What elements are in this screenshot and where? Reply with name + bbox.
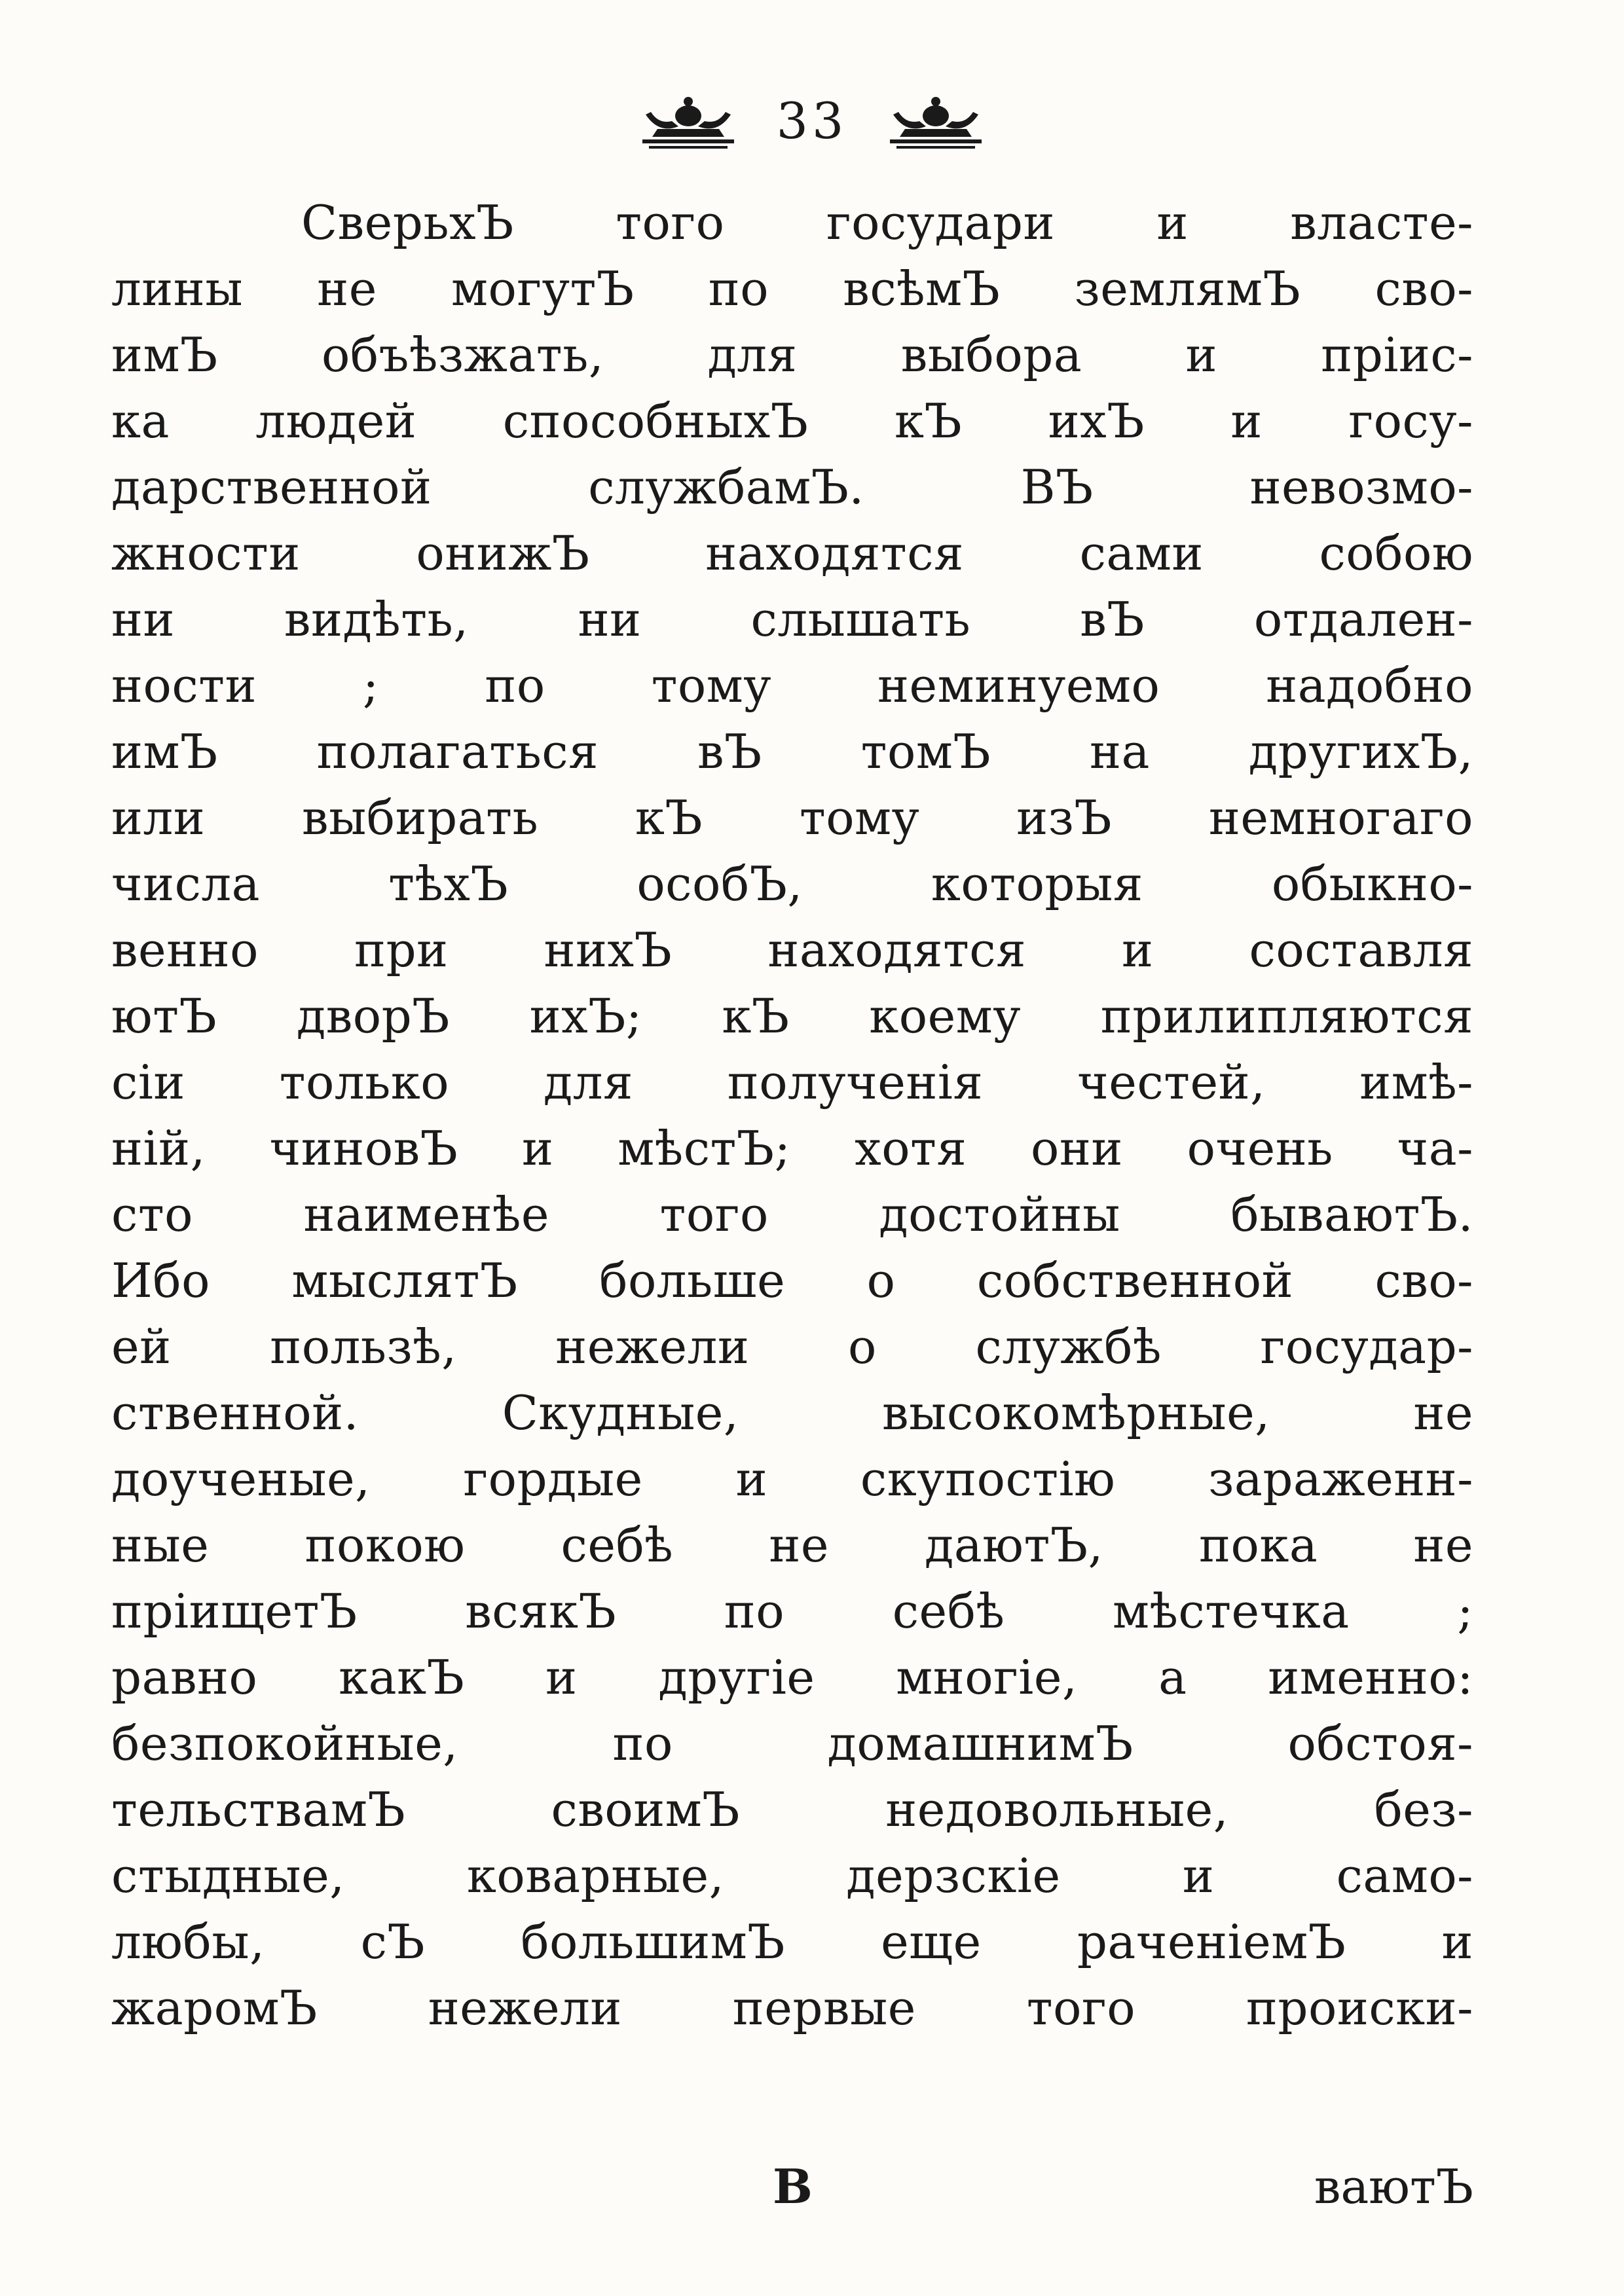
- text-line: сiи только для полученiя честей, имѣ-: [111, 1055, 1473, 1110]
- text-line: ные покою себѣ не даютЪ, пока не: [111, 1518, 1473, 1573]
- crown-ornament-icon: [639, 88, 737, 154]
- text-line: числа тѣхЪ особЪ, которыя обыкно-: [111, 856, 1473, 911]
- body-text: [111, 190, 1473, 2041]
- crown-ornament-icon: [887, 88, 985, 154]
- text-line: ютЪ дворЪ ихЪ; кЪ коему прилипляются: [111, 989, 1473, 1044]
- text-line: жаромЪ нежели первые того происки-: [111, 1980, 1473, 2035]
- text-line: ни видѣть, ни слышать вЪ отдален-: [111, 592, 1473, 647]
- text-line: жности онижЪ находятся сами собою: [111, 526, 1473, 581]
- text-line: ности ; по тому неминуемо надобно: [111, 658, 1473, 713]
- text-line: имЪ полагаться вЪ томЪ на другихЪ,: [111, 724, 1473, 779]
- text-line: любы, сЪ большимЪ еще раченiемЪ и: [111, 1914, 1473, 1969]
- text-line: тельствамЪ своимЪ недовольные, без-: [111, 1782, 1473, 1837]
- page-header: [0, 79, 1624, 164]
- text-line: имЪ объѣзжать, для выбора и прiис-: [111, 327, 1473, 382]
- text-line: дарственной службамЪ. ВЪ невозмо-: [111, 460, 1473, 515]
- text-line: ка людей способныхЪ кЪ ихЪ и госу-: [111, 393, 1473, 448]
- text-line: ственной. Скудные, высокомѣрные, не: [111, 1385, 1473, 1440]
- catchword: ваютЪ: [1314, 2159, 1473, 2214]
- page-footer: [111, 2151, 1473, 2223]
- text-line: сто наименѣе того достойны бываютЪ.: [111, 1187, 1473, 1242]
- text-line: или выбирать кЪ тому изЪ немногаго: [111, 790, 1473, 845]
- text-line: стыдные, коварные, дерзскiе и само-: [111, 1848, 1473, 1903]
- signature-mark: B: [773, 2159, 813, 2214]
- text-line: лины не могутЪ по всѣмЪ землямЪ сво-: [111, 261, 1473, 316]
- text-line: нiй, чиновЪ и мѣстЪ; хотя они очень ча-: [111, 1121, 1473, 1176]
- page-number: 33: [776, 92, 848, 150]
- text-line: безпокойные, по домашнимЪ обстоя-: [111, 1716, 1473, 1771]
- text-line: равно какЪ и другiе многiе, а именно:: [111, 1650, 1473, 1705]
- text-line: доученые, гордые и скупостiю зараженн-: [111, 1451, 1473, 1506]
- text-line: СверьхЪ того государи и власте-: [301, 195, 1473, 250]
- text-line: прiищетЪ всякЪ по себѣ мѣстечка ;: [111, 1584, 1473, 1639]
- text-line: ей пользѣ, нежели о службѣ государ-: [111, 1319, 1473, 1374]
- text-line: венно при нихЪ находятся и составля: [111, 922, 1473, 977]
- text-line: Ибо мыслятЪ больше о собственной сво-: [111, 1253, 1473, 1308]
